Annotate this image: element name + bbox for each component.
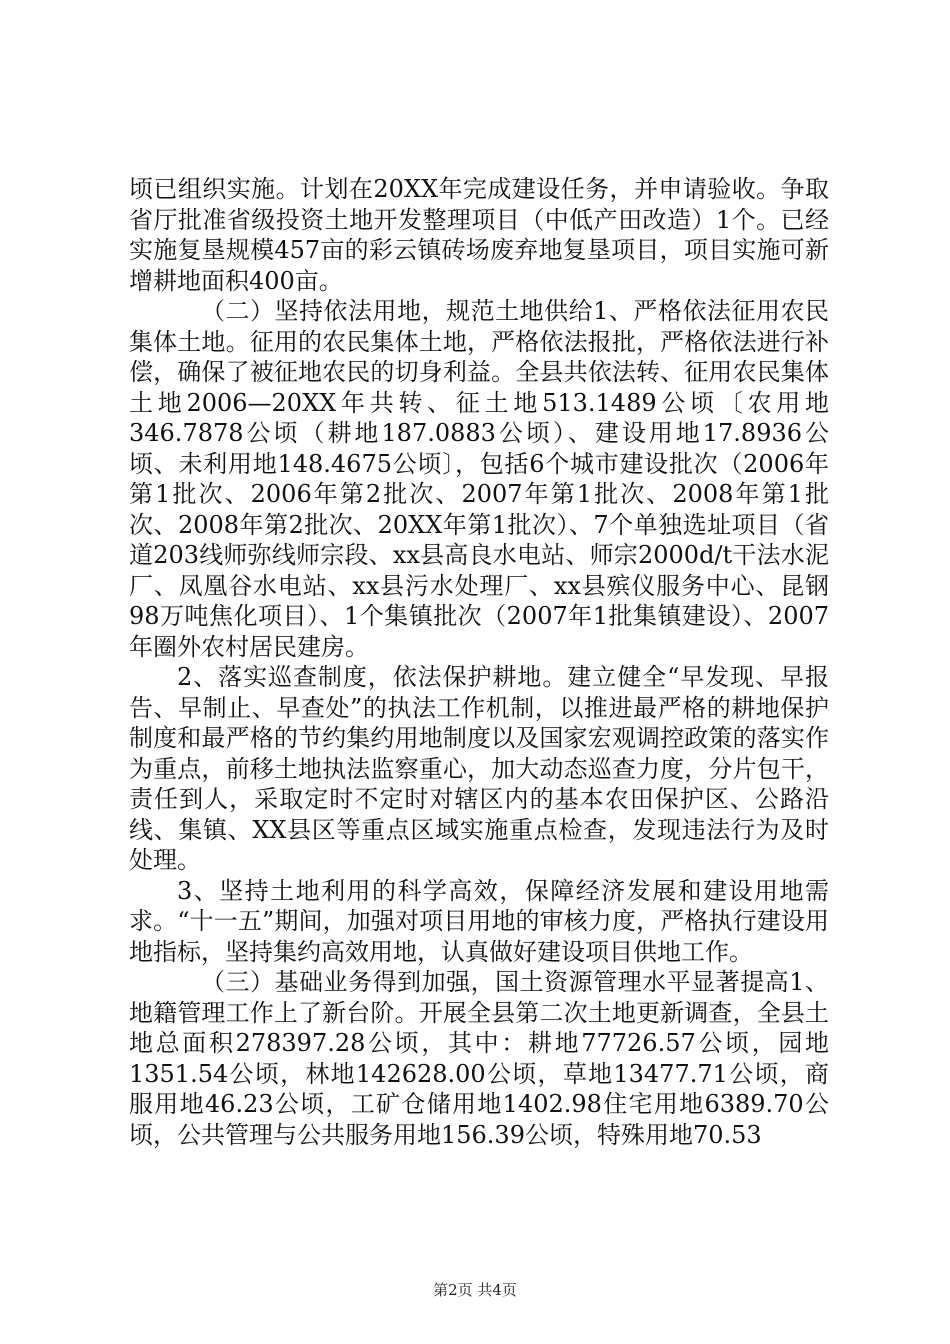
- document-body: [129, 174, 829, 1150]
- paragraph-3: 2、落实巡查制度，依法保护耕地。建立健全“早发现、早报告、早制止、早查处”的执法工作机制，以推进最严格的耕地保护制度和最严格的节约集约用地制度以及国家宏观调控政策的落实作为重点，前移土地执法监察重心，加大动态巡查力度，分片包干，责任到人，采取定时不定时对辖区内的基本农田保护区、公路沿线、集镇、XX县区等重点区域实施重点检查，发现违法行为及时处理。: [129, 663, 829, 874]
- paragraph-4: 3、坚持土地利用的科学高效，保障经济发展和建设用地需求。“十一五”期间，加强对项目用地的审核力度，严格执行建设用地指标，坚持集约高效用地，认真做好建设项目供地工作。: [129, 876, 829, 966]
- paragraph-5: （三）基础业务得到加强，国土资源管理水平显著提高1、地籍管理工作上了新台阶。开展全县第二次土地更新调查，全县土地总面积278397.28公顷，其中：耕地77726.57公顷，园地1351.54公顷，林地142628.00公顷，草地13477.71公顷，商服用地46.23公顷，工矿仓储用地1402.98住宅用地6389.70公顷，公共管理与公共服务用地156.39公顷，特殊用地70.53: [129, 968, 829, 1149]
- paragraph-1: 顷已组织实施。计划在20XX年完成建设任务，并申请验收。争取省厅批准省级投资土地开发整理项目（中低产田改造）1个。已经实施复垦规模457亩的彩云镇砖场废弃地复垦项目，项目实施可新增耕地面积400亩。: [129, 175, 829, 295]
- page-footer: 第2页 共4页: [433, 1281, 517, 1299]
- paragraph-2: （二）坚持依法用地，规范土地供给1、严格依法征用农民集体土地。征用的农民集体土地，严格依法报批，严格依法进行补偿，确保了被征地农民的切身利益。全县共依法转、征用农民集体土地2006—20XX年共转、征土地513.1489公顷〔农用地346.7878公顷（耕地187.0883公顷）、建设用地17.8936公顷、未利用地148.4675公顷〕，包括6个城市建设批次（2006年第1批次、2006年第2批次、2007年第1批次、2008年第1批次、2008年第2批次、20XX年第1批次）、7个单独选址项目（省道203线师弥线师宗段、xx县高良水电站、师宗2000d/t干法水泥厂、凤凰谷水电站、xx县污水处理厂、xx县殡仪服务中心、昆钢98万吨焦化项目）、1个集镇批次（2007年1批集镇建设）、2007年圈外农村居民建房。: [129, 297, 829, 661]
